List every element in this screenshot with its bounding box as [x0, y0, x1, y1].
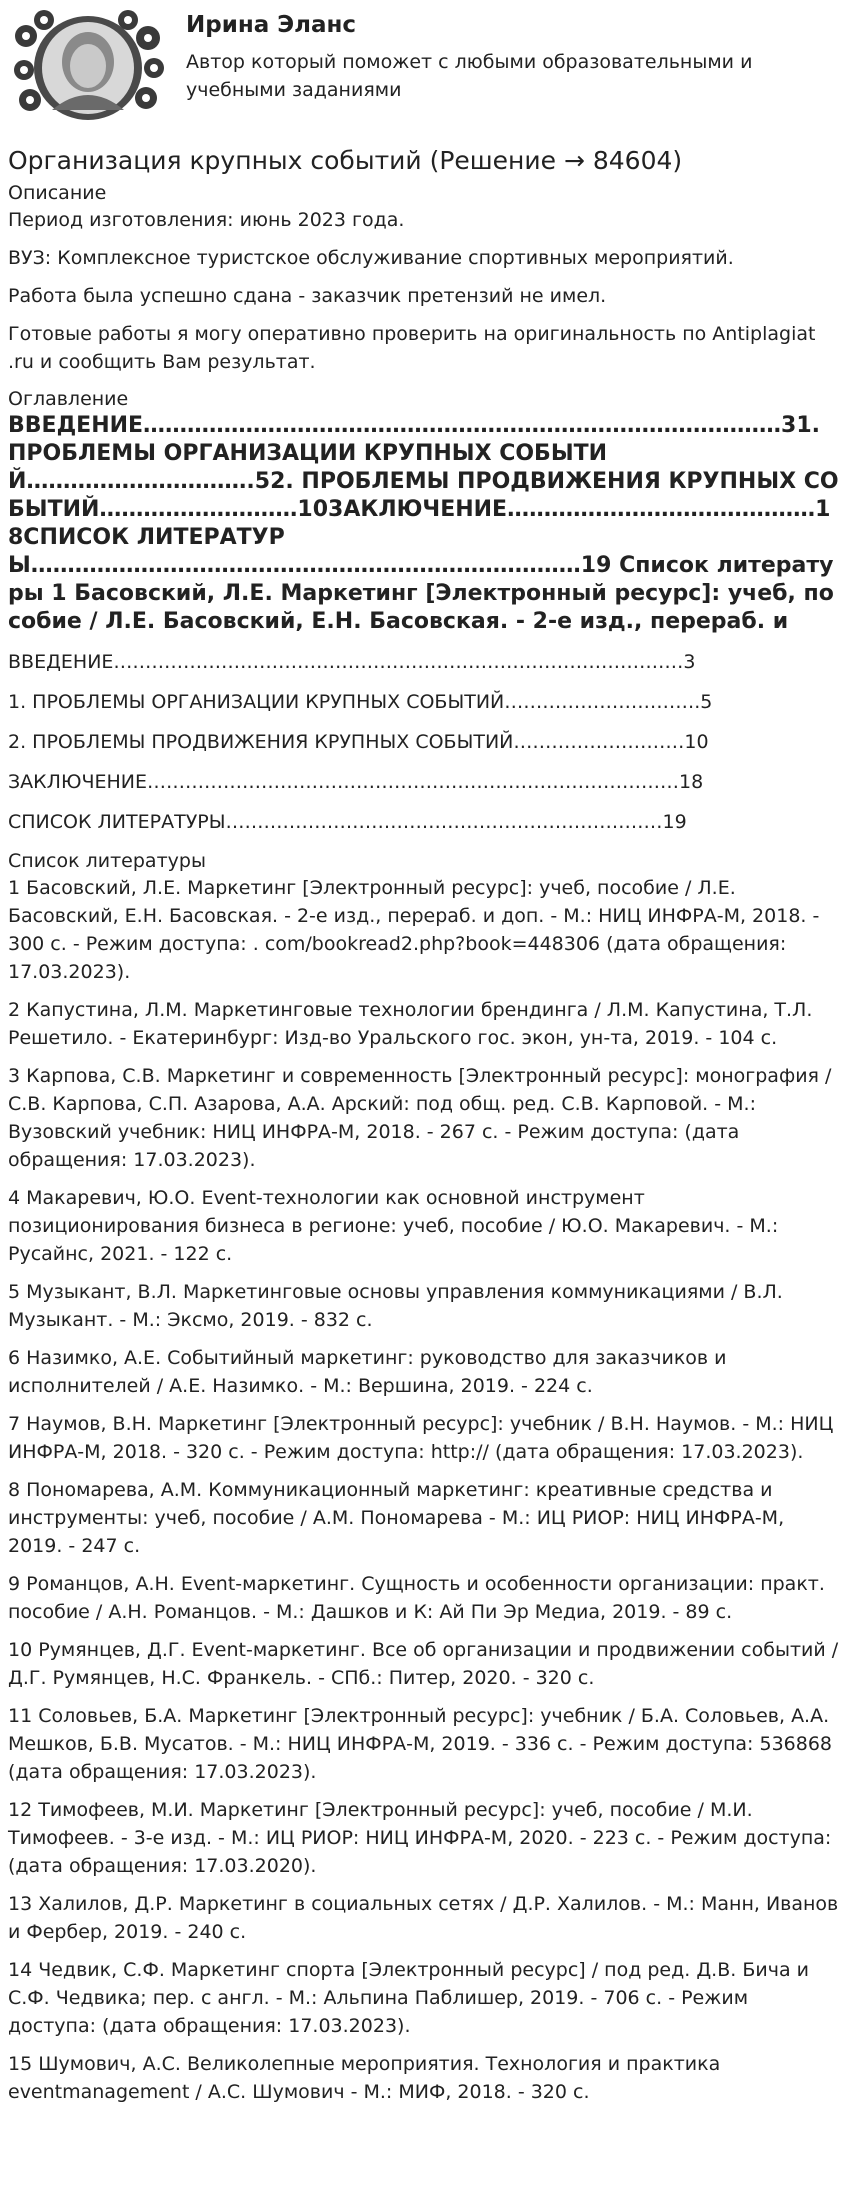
reference-item: 8 Пономарева, А.М. Коммуникационный маркетинг: креативные средства и инструменты: учеб, пособие / А.М. Пономарева - М.: ИЦ РИОР: НИЦ ИНФРА-М, 2019. - 247 с. [8, 1479, 785, 1557]
toc-section [8, 386, 839, 836]
toc-bold-block: ВВЕДЕНИЕ……………………………………………………………………………31. ПРОБЛЕМЫ ОРГАНИЗАЦИИ КРУПНЫХ СОБЫТИЙ………………………….52. ПРОБЛЕМЫ ПРОДВИЖЕНИЯ КРУПНЫХ СОБЫТИЙ………………………103АКЛЮЧЕНИЕ……………………………………18СПИСОК ЛИТЕРАТУРЫ…………………………………………………………………19 Список литературы 1 Басовский, Л.Е. Маркетинг [Электронный ресурс]: учеб, пособие / Л.Е. Басовский, Е.Н. Басовская. - 2-е изд., перераб. и [8, 413, 839, 634]
reference-item: 1 Басовский, Л.Е. Маркетинг [Электронный ресурс]: учеб, пособие / Л.Е. Басовский, Е.Н. Басовская. - 2-е изд., перераб. и доп. - М.: НИЦ ИНФРА-М, 2018. - 300 с. - Режим доступа: . com/bookread2.php?book=448306 (дата обращения: 17.03.2023). [8, 877, 820, 983]
toc-item: ЗАКЛЮЧЕНИЕ…………………………………………………………………………18 [8, 771, 704, 793]
toc-label: Оглавление [8, 388, 129, 410]
reference-item: 14 Чедвик, С.Ф. Маркетинг спорта [Электронный ресурс] / под ред. Д.В. Бича и С.Ф. Чедвика; пер. с англ. - М.: Альпина Паблишер, 2019. - 706 с. - Режим доступа: (дата обращения: 17.03.2023). [8, 1959, 809, 2037]
reference-item: 6 Назимко, А.Е. Событийный маркетинг: руководство для заказчиков и исполнителей / А.Е. Назимко. - М.: Вершина, 2019. - 224 с. [8, 1347, 727, 1397]
references-label: Список литературы [8, 850, 206, 872]
description-paragraph: Готовые работы я могу оперативно проверить на оригинальность по Antiplagiat .ru и сообщить Вам результат. [8, 323, 816, 373]
description-section [8, 180, 839, 376]
reference-item: 10 Румянцев, Д.Г. Event-маркетинг. Все об организации и продвижении событий / Д.Г. Румянцев, Н.С. Франкель. - СПб.: Питер, 2020. - 320 с. [8, 1639, 839, 1689]
reference-item: 4 Макаревич, Ю.О. Event-технологии как основной инструмент позиционирования бизнеса в регионе: учеб, пособие / Ю.О. Макаревич. - М.: Русайнс, 2021. - 122 с. [8, 1187, 779, 1265]
author-avatar [8, 6, 168, 126]
description-paragraph: Период изготовления: июнь 2023 года. [8, 209, 405, 231]
reference-item: 7 Наумов, В.Н. Маркетинг [Электронный ресурс]: учебник / В.Н. Наумов. - М.: НИЦ ИНФРА-М, 2018. - 320 с. - Режим доступа: http:// (дата обращения: 17.03.2023). [8, 1413, 834, 1463]
toc-item: СПИСОК ЛИТЕРАТУРЫ……………………………………………………………19 [8, 811, 687, 833]
description-paragraph: Работа была успешно сдана - заказчик претензий не имел. [8, 285, 607, 307]
page-title: Организация крупных событий (Решение → 84604) [8, 146, 683, 175]
toc-item: 2. ПРОБЛЕМЫ ПРОДВИЖЕНИЯ КРУПНЫХ СОБЫТИЙ………………………10 [8, 731, 709, 753]
toc-item: ВВЕДЕНИЕ………………………………………………………………………………3 [8, 651, 696, 673]
reference-item: 12 Тимофеев, М.И. Маркетинг [Электронный ресурс]: учеб, пособие / М.И. Тимофеев. - 3-е изд. - М.: ИЦ РИОР: НИЦ ИНФРА-М, 2020. - 223 с. - Режим доступа: (дата обращения: 17.03.2020). [8, 1799, 832, 1877]
author-name: Ирина Эланс [186, 12, 357, 38]
reference-item: 15 Шумович, А.С. Великолепные мероприятия. Технология и практика eventmanagement / А.С. Шумович - М.: МИФ, 2018. - 320 с. [8, 2053, 721, 2103]
reference-item: 11 Соловьев, Б.А. Маркетинг [Электронный ресурс]: учебник / Б.А. Соловьев, А.А. Мешков, Б.В. Мусатов. - М.: НИЦ ИНФРА-М, 2019. - 336 с. - Режим доступа: 536868 (дата обращения: 17.03.2023). [8, 1705, 833, 1783]
description-paragraph: ВУЗ: Комплексное туристское обслуживание спортивных мероприятий. [8, 247, 734, 269]
reference-item: 9 Романцов, А.Н. Event-маркетинг. Сущность и особенности организации: практ. пособие / А.Н. Романцов. - М.: Дашков и К: Ай Пи Эр Медиа, 2019. - 89 с. [8, 1573, 825, 1623]
author-description: Автор который поможет с любыми образовательными и учебными заданиями [186, 51, 753, 101]
reference-item: 13 Халилов, Д.Р. Маркетинг в социальных сетях / Д.Р. Халилов. - М.: Манн, Иванов и Фербер, 2019. - 240 с. [8, 1893, 839, 1943]
reference-item: 5 Музыкант, В.Л. Маркетинговые основы управления коммуникациями / В.Л. Музыкант. - М.: Эксмо, 2019. - 832 с. [8, 1281, 783, 1331]
toc-list [8, 648, 839, 836]
author-card [8, 0, 839, 130]
reference-item: 3 Карпова, С.В. Маркетинг и современность [Электронный ресурс]: монография / С.В. Карпова, С.П. Азарова, А.А. Арский: под общ. ред. С.В. Карповой. - М.: Вузовский учебник: НИЦ ИНФРА-М, 2018. - 267 с. - Режим доступа: (дата обращения: 17.03.2023). [8, 1065, 832, 1171]
reference-item: 2 Капустина, Л.М. Маркетинговые технологии брендинга / Л.М. Капустина, Т.Л. Решетило. - Екатеринбург: Изд-во Уральского гос. экон, ун-та, 2019. - 104 с. [8, 999, 813, 1049]
description-label: Описание [8, 182, 107, 204]
references-section [8, 848, 839, 2106]
toc-item: 1. ПРОБЛЕМЫ ОРГАНИЗАЦИИ КРУПНЫХ СОБЫТИЙ………………………….5 [8, 691, 713, 713]
